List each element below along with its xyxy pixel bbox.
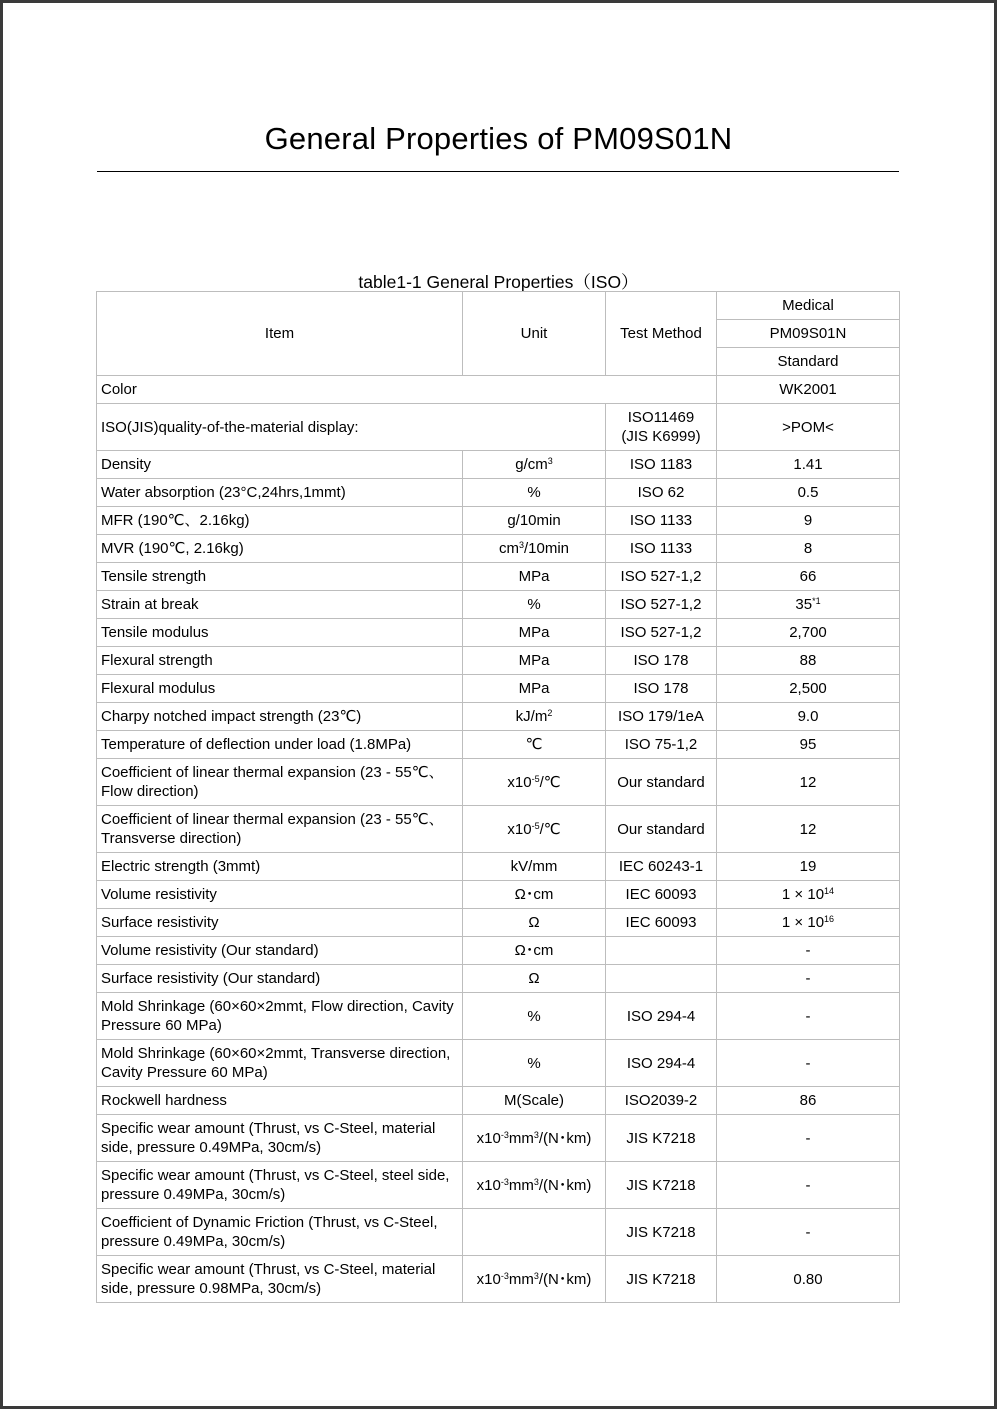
row-value xyxy=(717,675,900,703)
row-unit xyxy=(463,451,606,479)
table-row xyxy=(97,1087,900,1115)
row-test-method: ISO 294-4 xyxy=(606,993,717,1040)
row-value xyxy=(717,909,900,937)
row-item: Strain at break xyxy=(97,591,463,619)
row-value xyxy=(717,619,900,647)
unit-superscript: -3 xyxy=(500,1176,509,1187)
row-unit xyxy=(463,759,606,806)
row-test-method: JIS K7218 xyxy=(606,1256,717,1303)
header-test-method: Test Method xyxy=(606,292,717,376)
color-value: WK2001 xyxy=(717,376,900,404)
table-row xyxy=(97,451,900,479)
row-item: Flexural strength xyxy=(97,647,463,675)
row-unit xyxy=(463,703,606,731)
value-text: - xyxy=(805,970,811,987)
row-unit xyxy=(463,853,606,881)
row-value xyxy=(717,1162,900,1209)
table-row xyxy=(97,731,900,759)
row-item: Mold Shrinkage (60×60×2mmt, Transverse direction, Cavity Pressure 60 MPa) xyxy=(97,1040,463,1087)
value-text: 88 xyxy=(799,652,817,669)
unit-superscript: 3 xyxy=(533,1129,539,1140)
row-test-method: ISO 294-4 xyxy=(606,1040,717,1087)
row-item: MFR (190℃、2.16kg) xyxy=(97,507,463,535)
table-row xyxy=(97,591,900,619)
row-test-method: ISO 75-1,2 xyxy=(606,731,717,759)
row-unit xyxy=(463,535,606,563)
header-grade-name: PM09S01N xyxy=(717,320,900,348)
unit-text: /℃ xyxy=(539,820,561,838)
unit-superscript: -5 xyxy=(531,820,540,831)
row-item: Volume resistivity xyxy=(97,881,463,909)
row-test-method: ISO 62 xyxy=(606,479,717,507)
value-text: - xyxy=(805,1176,811,1194)
row-value xyxy=(717,937,900,965)
unit-text: MPa xyxy=(518,624,550,641)
properties-table xyxy=(96,291,900,1303)
table-row xyxy=(97,479,900,507)
value-text: 0.80 xyxy=(793,1270,823,1288)
unit-superscript: 3 xyxy=(533,1270,539,1281)
unit-text: % xyxy=(527,1054,541,1072)
unit-text: MPa xyxy=(518,680,550,697)
row-unit xyxy=(463,806,606,853)
row-unit xyxy=(463,909,606,937)
row-test-method: ISO 178 xyxy=(606,647,717,675)
row-unit xyxy=(463,993,606,1040)
row-value xyxy=(717,647,900,675)
row-item: Specific wear amount (Thrust, vs C-Steel, material side, pressure 0.98MPa, 30cm/s) xyxy=(97,1256,463,1303)
header-grade-standard: Standard xyxy=(717,348,900,376)
unit-text: M(Scale) xyxy=(503,1092,564,1109)
value-superscript: 14 xyxy=(824,886,835,896)
row-value xyxy=(717,1209,900,1256)
unit-superscript: 3 xyxy=(547,456,553,466)
row-value xyxy=(717,535,900,563)
unit-text: MPa xyxy=(518,568,550,585)
table-row xyxy=(97,806,900,853)
color-row xyxy=(97,376,900,404)
row-value xyxy=(717,479,900,507)
row-item: Coefficient of linear thermal expansion (23 - 55℃、Transverse direction) xyxy=(97,806,463,853)
value-text: 2,500 xyxy=(789,680,827,697)
header-unit: Unit xyxy=(463,292,606,376)
row-value xyxy=(717,1040,900,1087)
row-test-method: IEC 60093 xyxy=(606,909,717,937)
table-row xyxy=(97,853,900,881)
row-unit xyxy=(463,937,606,965)
value-text: 8 xyxy=(803,540,813,557)
unit-text: Ω xyxy=(528,970,540,987)
value-text: 2,700 xyxy=(789,624,827,641)
unit-text: x10 xyxy=(507,820,532,838)
value-text: 1 × 10 xyxy=(781,914,825,931)
row-value xyxy=(717,451,900,479)
unit-text: x10 xyxy=(476,1270,501,1288)
unit-superscript: -3 xyxy=(500,1270,509,1281)
table-row xyxy=(97,993,900,1040)
table-row xyxy=(97,1256,900,1303)
unit-text: g/10min xyxy=(507,512,561,529)
row-item: Electric strength (3mmt) xyxy=(97,853,463,881)
row-unit xyxy=(463,647,606,675)
row-test-method: ISO 1133 xyxy=(606,535,717,563)
value-text: 95 xyxy=(799,736,817,753)
row-value xyxy=(717,993,900,1040)
row-value xyxy=(717,1087,900,1115)
unit-text: kJ/m xyxy=(515,708,548,725)
value-text: 0.5 xyxy=(797,484,819,501)
table-caption: table1-1 General Properties（ISO） xyxy=(358,272,639,292)
unit-text: Ω･cm xyxy=(514,886,554,903)
iso-row xyxy=(97,404,900,451)
value-text: 1 × 10 xyxy=(781,886,825,903)
value-text: 1.41 xyxy=(793,456,823,473)
row-value xyxy=(717,965,900,993)
row-value xyxy=(717,591,900,619)
row-test-method: IEC 60243-1 xyxy=(606,853,717,881)
row-value xyxy=(717,759,900,806)
unit-text: /℃ xyxy=(539,773,561,791)
header-item: Item xyxy=(97,292,463,376)
row-item: Specific wear amount (Thrust, vs C-Steel, material side, pressure 0.49MPa, 30cm/s) xyxy=(97,1115,463,1162)
row-unit xyxy=(463,1115,606,1162)
value-text: 19 xyxy=(799,858,817,875)
iso-method-line: ISO11469 xyxy=(627,409,695,426)
table-row xyxy=(97,619,900,647)
header-grade-medical: Medical xyxy=(717,292,900,320)
header-row xyxy=(97,292,900,320)
row-unit xyxy=(463,1162,606,1209)
unit-text: /(N･km) xyxy=(538,1176,592,1194)
value-text: 12 xyxy=(799,773,817,791)
value-text: 9 xyxy=(803,512,813,529)
unit-text: MPa xyxy=(518,652,550,669)
row-item: Surface resistivity (Our standard) xyxy=(97,965,463,993)
row-item: Mold Shrinkage (60×60×2mmt, Flow direction, Cavity Pressure 60 MPa) xyxy=(97,993,463,1040)
table-row xyxy=(97,647,900,675)
row-test-method: JIS K7218 xyxy=(606,1209,717,1256)
unit-text: Ω xyxy=(528,914,540,931)
row-unit xyxy=(463,619,606,647)
table-row xyxy=(97,759,900,806)
value-text: 35 xyxy=(795,596,813,613)
row-test-method: ISO 527-1,2 xyxy=(606,619,717,647)
row-value xyxy=(717,806,900,853)
table-row xyxy=(97,675,900,703)
table-row xyxy=(97,703,900,731)
row-unit xyxy=(463,479,606,507)
unit-text: kV/mm xyxy=(510,858,558,875)
value-superscript: *1 xyxy=(812,596,821,606)
row-unit xyxy=(463,675,606,703)
row-item: Tensile modulus xyxy=(97,619,463,647)
row-test-method: JIS K7218 xyxy=(606,1115,717,1162)
row-item: Volume resistivity (Our standard) xyxy=(97,937,463,965)
row-item: Temperature of deflection under load (1.8MPa) xyxy=(97,731,463,759)
unit-text: /10min xyxy=(523,540,570,557)
iso-method-line: (JIS K6999) xyxy=(621,428,701,445)
unit-superscript: -5 xyxy=(531,773,540,784)
row-unit xyxy=(463,965,606,993)
unit-text: % xyxy=(527,484,541,501)
unit-text: % xyxy=(527,1007,541,1025)
table-row xyxy=(97,1162,900,1209)
row-unit xyxy=(463,1256,606,1303)
row-test-method: ISO 1183 xyxy=(606,451,717,479)
row-unit xyxy=(463,1209,606,1256)
row-unit xyxy=(463,1087,606,1115)
row-test-method: ISO2039-2 xyxy=(606,1087,717,1115)
value-text: 9.0 xyxy=(797,708,819,725)
iso-label: ISO(JIS)quality-of-the-material display: xyxy=(97,404,606,451)
row-value xyxy=(717,1256,900,1303)
row-unit xyxy=(463,731,606,759)
table-row xyxy=(97,1115,900,1162)
unit-text: % xyxy=(527,596,541,613)
unit-text: x10 xyxy=(507,773,532,791)
unit-text: x10 xyxy=(476,1176,501,1194)
row-value xyxy=(717,563,900,591)
table-row xyxy=(97,909,900,937)
table-row xyxy=(97,507,900,535)
value-superscript: 16 xyxy=(824,914,835,924)
value-text: - xyxy=(805,1007,811,1025)
table-row xyxy=(97,535,900,563)
row-test-method: IEC 60093 xyxy=(606,881,717,909)
row-item: Tensile strength xyxy=(97,563,463,591)
table-row xyxy=(97,881,900,909)
unit-text: cm xyxy=(498,540,519,557)
unit-superscript: -3 xyxy=(500,1129,509,1140)
row-test-method xyxy=(606,937,717,965)
row-item: Charpy notched impact strength (23℃) xyxy=(97,703,463,731)
row-unit xyxy=(463,1040,606,1087)
table-row xyxy=(97,563,900,591)
row-value xyxy=(717,507,900,535)
row-item: Specific wear amount (Thrust, vs C-Steel, steel side, pressure 0.49MPa, 30cm/s) xyxy=(97,1162,463,1209)
table-row xyxy=(97,937,900,965)
title-divider xyxy=(97,171,899,172)
value-text: - xyxy=(805,1129,811,1147)
row-test-method xyxy=(606,965,717,993)
row-unit xyxy=(463,563,606,591)
iso-method xyxy=(606,404,717,451)
row-item: Flexural modulus xyxy=(97,675,463,703)
value-text: 12 xyxy=(799,820,817,838)
row-value xyxy=(717,853,900,881)
value-text: - xyxy=(805,1054,811,1072)
value-text: - xyxy=(805,1223,811,1241)
row-unit xyxy=(463,881,606,909)
row-item: Density xyxy=(97,451,463,479)
unit-superscript: 2 xyxy=(547,708,553,718)
unit-text: /(N･km) xyxy=(538,1129,592,1147)
row-test-method: ISO 527-1,2 xyxy=(606,563,717,591)
table-row xyxy=(97,965,900,993)
row-value xyxy=(717,731,900,759)
row-value xyxy=(717,1115,900,1162)
page-title: General Properties of PM09S01N xyxy=(264,121,733,156)
unit-text: mm xyxy=(508,1176,534,1194)
unit-text: g/cm xyxy=(515,456,548,473)
row-test-method: ISO 178 xyxy=(606,675,717,703)
unit-text: Ω･cm xyxy=(514,942,554,959)
unit-text: ℃ xyxy=(525,736,543,753)
row-test-method: ISO 1133 xyxy=(606,507,717,535)
value-text: 66 xyxy=(799,568,817,585)
value-text: 86 xyxy=(799,1092,817,1109)
unit-superscript: 3 xyxy=(533,1176,539,1187)
row-test-method: ISO 527-1,2 xyxy=(606,591,717,619)
unit-superscript: 3 xyxy=(518,540,524,550)
row-unit xyxy=(463,507,606,535)
color-label: Color xyxy=(97,376,717,404)
row-unit xyxy=(463,591,606,619)
row-value xyxy=(717,881,900,909)
unit-text: /(N･km) xyxy=(538,1270,592,1288)
row-item: Rockwell hardness xyxy=(97,1087,463,1115)
row-test-method: ISO 179/1eA xyxy=(606,703,717,731)
row-item: Surface resistivity xyxy=(97,909,463,937)
row-value xyxy=(717,703,900,731)
unit-text: mm xyxy=(508,1129,534,1147)
table-row xyxy=(97,1209,900,1256)
row-test-method: Our standard xyxy=(606,759,717,806)
row-test-method: JIS K7218 xyxy=(606,1162,717,1209)
row-item: Water absorption (23°C,24hrs,1mmt) xyxy=(97,479,463,507)
row-item: Coefficient of Dynamic Friction (Thrust, vs C-Steel, pressure 0.49MPa, 30cm/s) xyxy=(97,1209,463,1256)
row-test-method: Our standard xyxy=(606,806,717,853)
table-row xyxy=(97,1040,900,1087)
value-text: - xyxy=(805,942,811,959)
row-item: MVR (190℃, 2.16kg) xyxy=(97,535,463,563)
row-item: Coefficient of linear thermal expansion (23 - 55℃、Flow direction) xyxy=(97,759,463,806)
iso-value: >POM< xyxy=(717,404,900,451)
unit-text: x10 xyxy=(476,1129,501,1147)
unit-text: mm xyxy=(508,1270,534,1288)
